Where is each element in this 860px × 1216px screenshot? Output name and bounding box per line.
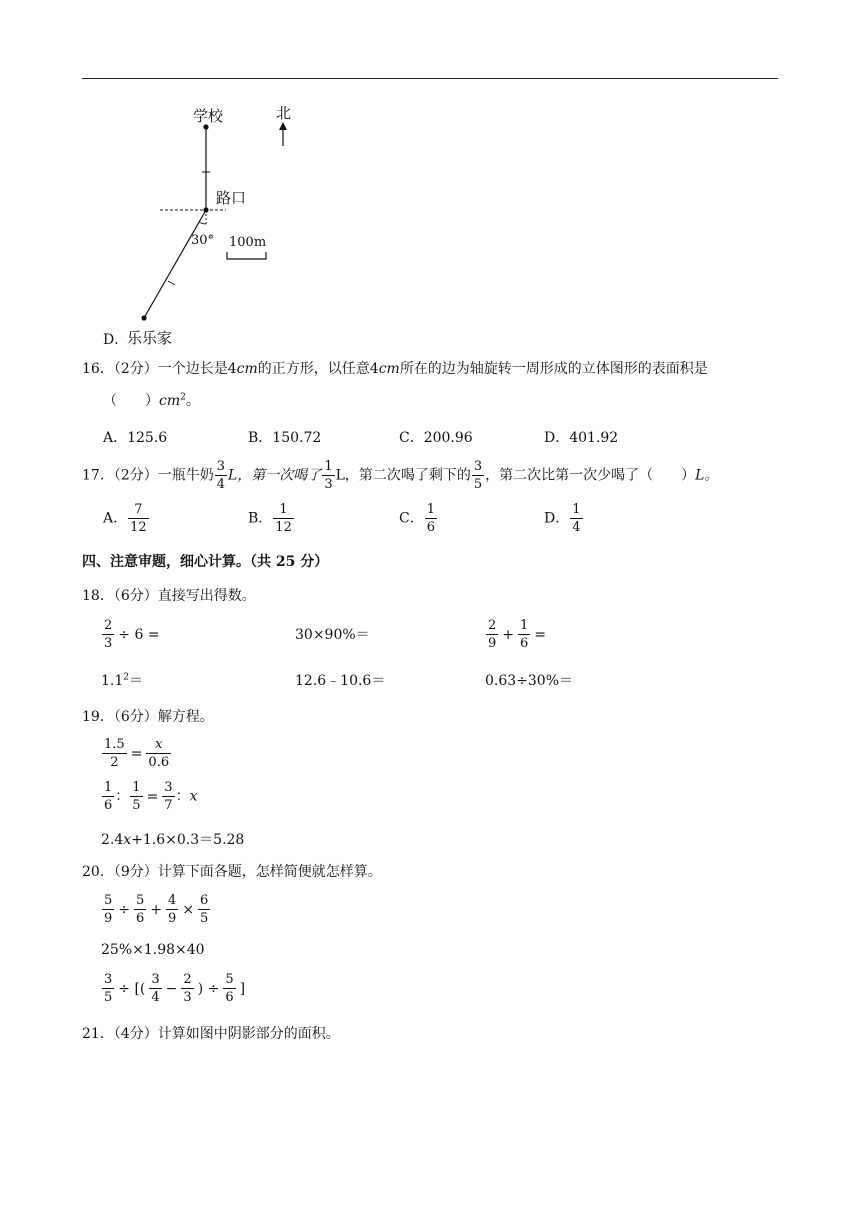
q18-expr-3: $\frac{2}{9}$ + $\frac{1}{6}$ = — [488, 618, 547, 651]
q18-expr-1: $\frac{2}{3}$ ÷ 6 = — [104, 618, 160, 651]
fraction-3-5: $\frac{3}{5}$ — [473, 459, 483, 492]
intersection-label: 路口 — [216, 189, 247, 207]
question-19-title: 19．（6分）解方程。 — [82, 709, 214, 725]
angle-label: 30° — [191, 233, 215, 248]
question-17-stem: 17．（2分）一瓶牛奶 $\frac{3}{4}$ L，第一次喝了 $\frac{1}{3}$ L，第二次喝了剩下的 $\frac{3}{5}$ ，第二次比第一次少喝了（ ）L。 — [82, 459, 719, 492]
angle-arc — [199, 222, 206, 224]
home-label: 乐乐家 — [127, 329, 173, 347]
header-rule — [82, 78, 778, 79]
question-21-title: 21．（4分）计算如图中阴影部分的面积。 — [82, 1026, 340, 1042]
q16-option-b[interactable]: B．150.72 — [248, 430, 322, 446]
question-16-stem: 16．（2分）一个边长是4cm的正方形，以任意4cm所在的边为轴旋转一周形成的立体图形的表面积是 — [82, 361, 708, 377]
scale-tick-southwest — [168, 281, 175, 285]
q19-equation-3: 2.4x+1.6×0.3＝5.28 — [101, 832, 245, 848]
home-point — [141, 315, 146, 320]
section-4-heading: 四、注意审题，细心计算。（共 25 分） — [82, 554, 329, 570]
q18-expr-4: $1.1^2=$ — [101, 672, 143, 689]
north-label: 北 — [276, 104, 292, 122]
home-road-line — [144, 210, 206, 318]
q17-option-a[interactable]: A． $\frac{7}{12}$ — [103, 502, 147, 535]
north-arrow-head — [279, 122, 287, 130]
q17-option-d[interactable]: D． $\frac{1}{4}$ — [544, 502, 581, 535]
q20-expression-3: $\frac{3}{5}$ ÷ [( $\frac{3}{4}$ − $\frac{2}{3}$ ) ÷ $\frac{5}{6}$ ] — [104, 972, 246, 1005]
direction-diagram — [130, 100, 300, 330]
q20-expression-1: $\frac{5}{9}$ ÷ $\frac{5}{6}$ + $\frac{4}{9}$ × $\frac{6}{5}$ — [104, 893, 209, 926]
q18-expr-2: 30×90%＝ — [295, 627, 370, 643]
school-label: 学校 — [193, 107, 224, 125]
q18-expr-6: 0.63÷30%＝ — [485, 673, 574, 689]
scale-bar — [227, 252, 266, 259]
q17-option-c[interactable]: C． $\frac{1}{6}$ — [399, 502, 435, 535]
q19-equation-1: $\frac{1.5}{2}$ = $\frac{x}{0.6}$ — [104, 737, 170, 770]
question-16-answer-line: （ ）$cm^2$。 — [103, 392, 200, 409]
fraction-3-4: $\frac{3}{4}$ — [216, 459, 226, 492]
question-20-title: 20．（9分）计算下面各题，怎样简便就怎样算。 — [82, 864, 382, 880]
q20-expression-2: 25%×1.98×40 — [101, 942, 205, 958]
q19-equation-2: $\frac{1}{6}$ ： $\frac{1}{5}$ = $\frac{3}{7}$ ：x — [104, 780, 198, 813]
q16-option-c[interactable]: C．200.96 — [399, 430, 473, 446]
q17-option-b[interactable]: B． $\frac{1}{12}$ — [248, 502, 292, 535]
q16-option-d[interactable]: D．401.92 — [544, 430, 619, 446]
option-d-letter: D． — [103, 332, 129, 348]
scale-label: 100m — [229, 235, 267, 250]
q16-option-a[interactable]: A．125.6 — [103, 430, 168, 446]
fraction-1-3: $\frac{1}{3}$ — [324, 459, 333, 492]
q18-expr-5: 12.6﹣10.6＝ — [295, 673, 386, 689]
question-18-title: 18．（6分）直接写出得数。 — [82, 588, 256, 604]
